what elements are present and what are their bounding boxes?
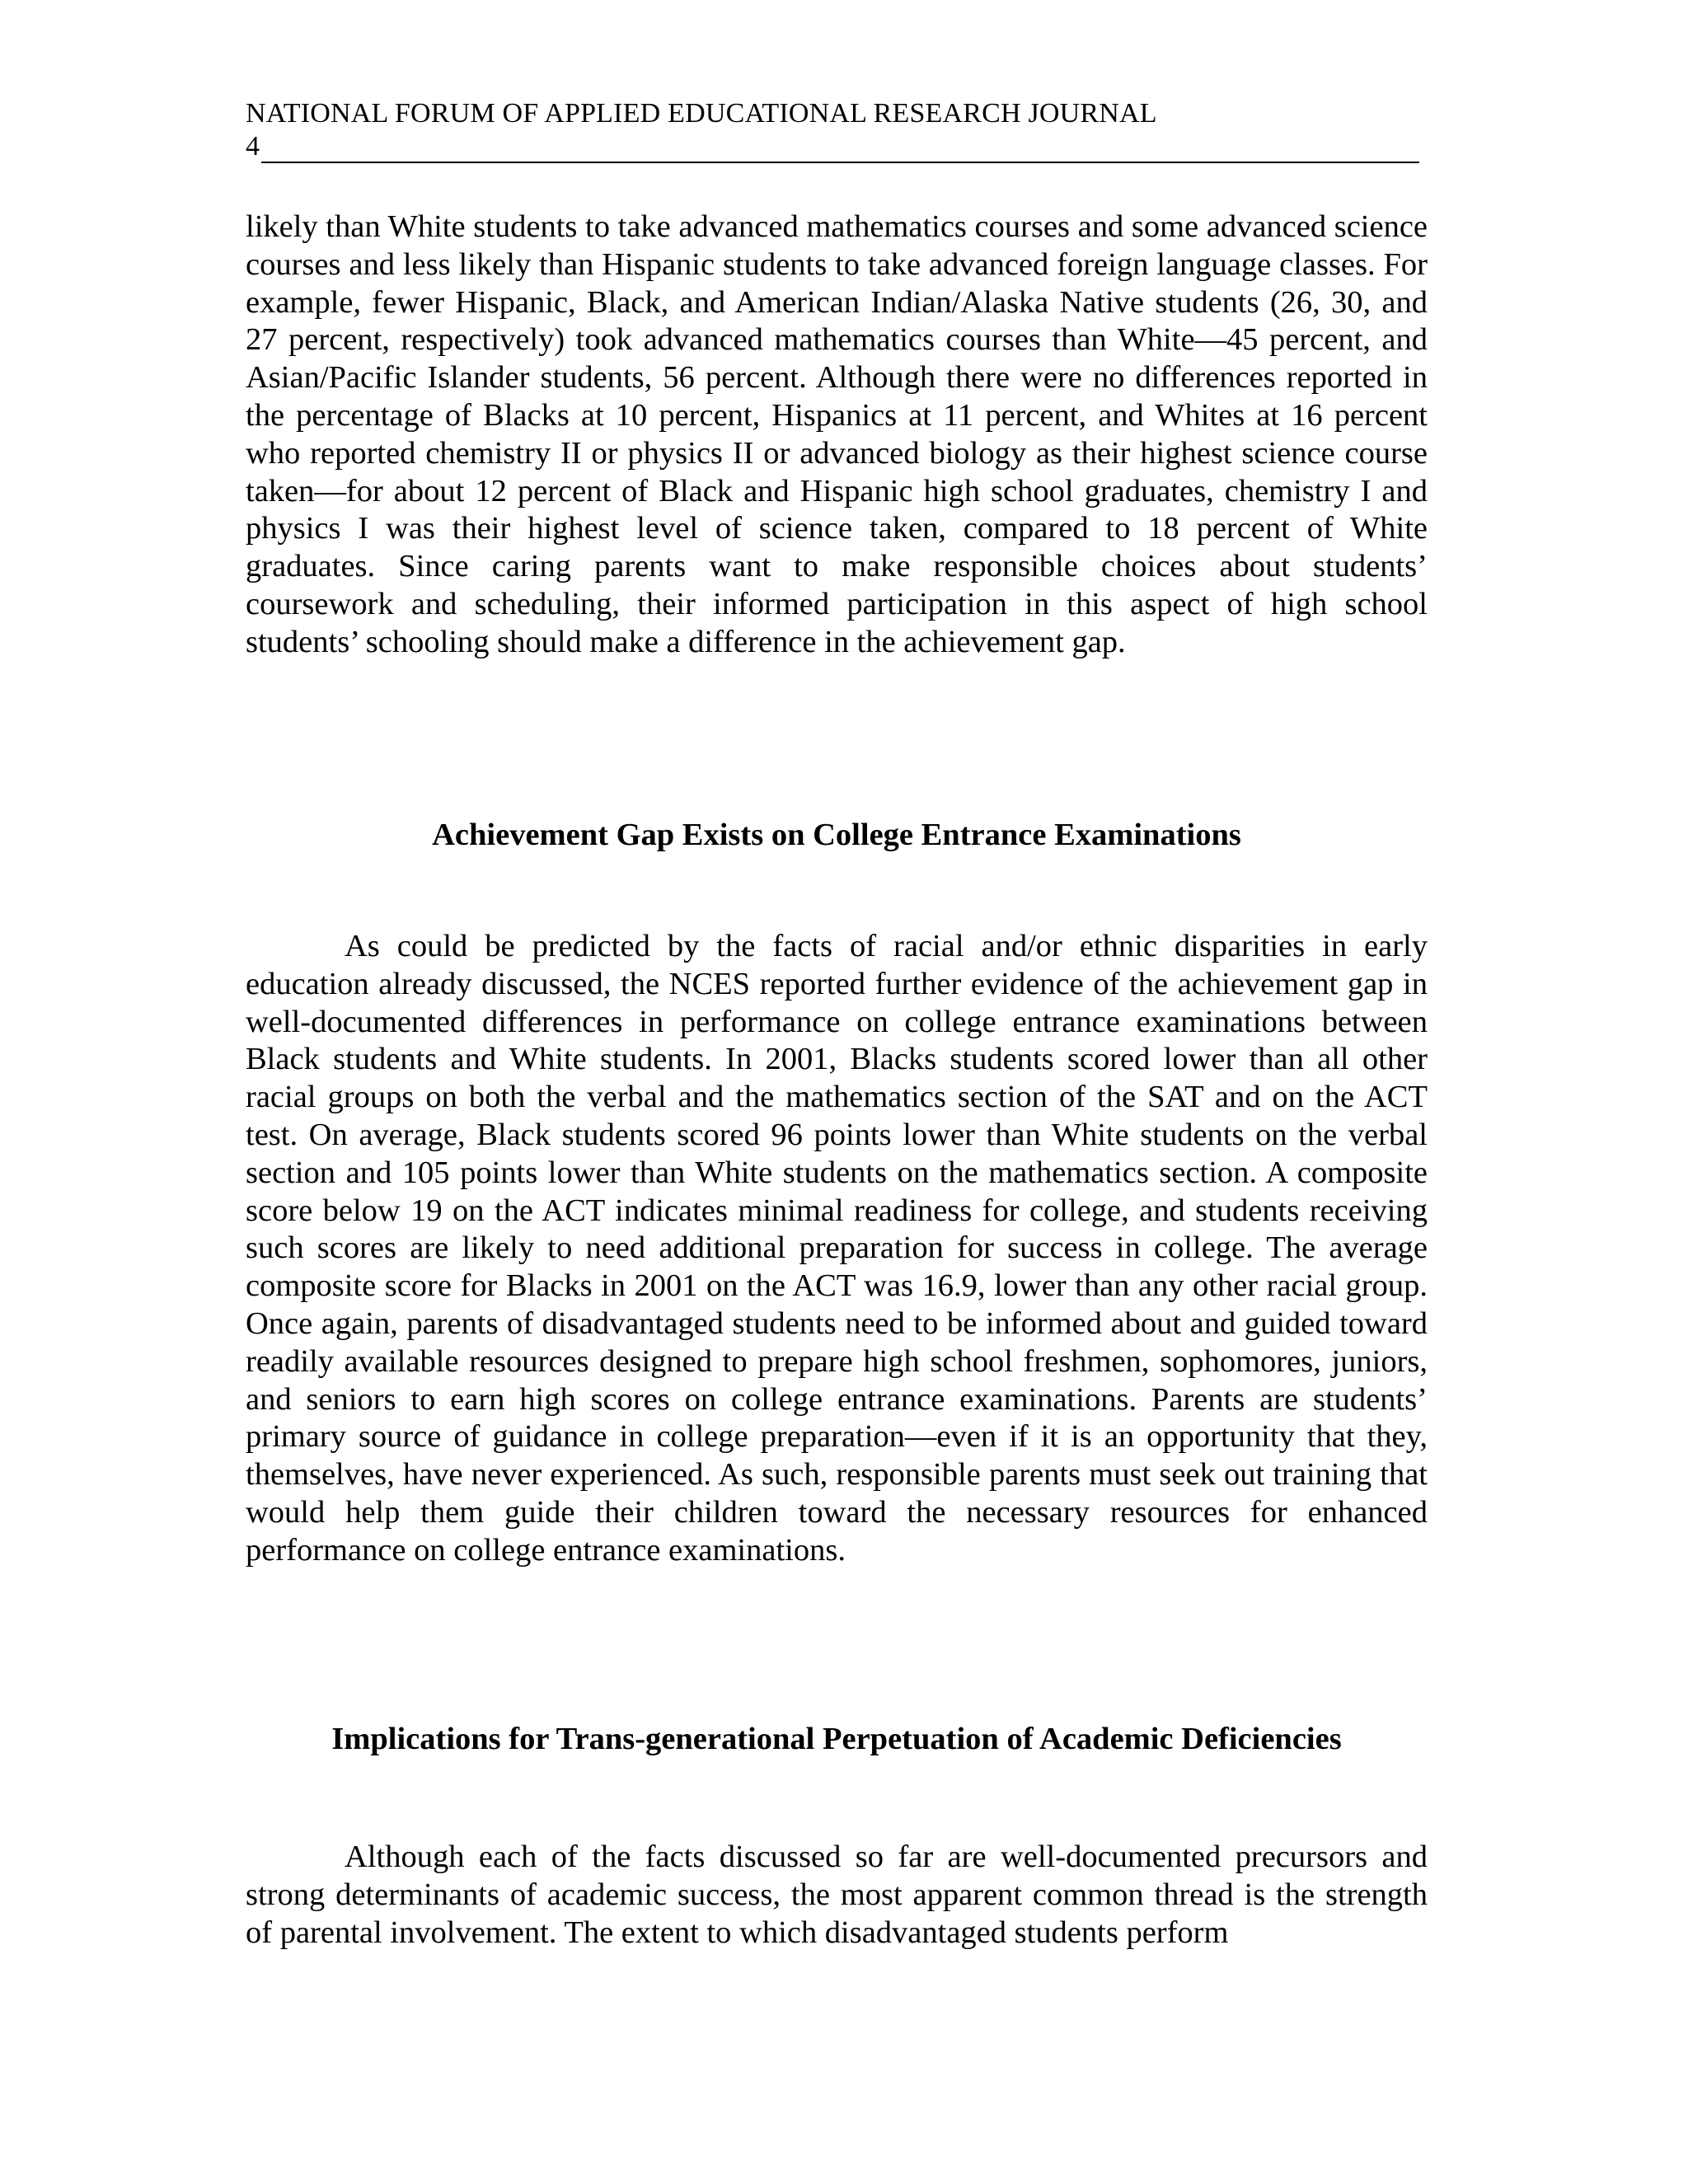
page-number-line — [246, 130, 1419, 163]
running-header — [246, 97, 1419, 163]
page-number: 4 — [246, 131, 260, 162]
section-heading-implications: Implications for Trans-generational Perpetuation of Academic Deficiencies — [331, 1722, 1342, 1756]
implications-paragraph: Although each of the facts discussed so far are well-documented precursors and strong determinants of academic success, the most apparent common thread is the strength of parental involvement. The extent to which disadvantaged students perform — [246, 1840, 1428, 1950]
header-rule — [261, 134, 1419, 163]
journal-title: NATIONAL FORUM OF APPLIED EDUCATIONAL RESEARCH JOURNAL — [246, 98, 1157, 129]
section-heading-college-exams: Achievement Gap Exists on College Entrance Examinations — [432, 818, 1241, 852]
continued-paragraph: likely than White students to take advanced mathematics courses and some advanced science courses and less likely than Hispanic students to take advanced foreign language classes. For example, fewer Hispanic, Black, and American Indian/Alaska Native students (26, 30, and 27 percent, respectively) took advanced mathematics courses than White—45 percent, and Asian/Pacific Islander students, 56 percent. Although there were no differences reported in the percentage of Blacks at 10 percent, Hispanics at 11 percent, and Whites at 16 percent who reported chemistry II or physics II or advanced biology as their highest science course taken—for about 12 percent of Black and Hispanic high school graduates, chemistry I and physics I was their highest level of science taken, compared to 18 percent of White graduates. Since caring parents want to make responsible choices about students’ coursework and scheduling, their informed participation in this aspect of high school students’ schooling should make a difference in the achievement gap. — [246, 209, 1428, 659]
college-exams-paragraph: As could be predicted by the facts of racial and/or ethnic disparities in early education already discussed, the NCES reported further evidence of the achievement gap in well-documented differences in performance on college entrance examinations between Black students and White students. In 2001, Blacks students scored lower than all other racial groups on both the verbal and the mathematics section of the SAT and on the ACT test. On average, Black students scored 96 points lower than White students on the verbal section and 105 points lower than White students on the mathematics section. A composite score below 19 on the ACT indicates minimal readiness for college, and students receiving such scores are likely to need additional preparation for success in college. The average composite score for Blacks in 2001 on the ACT was 16.9, lower than any other racial group. Once again, parents of disadvantaged students need to be informed about and guided toward readily available resources designed to prepare high school freshmen, sophomores, juniors, and seniors to earn high scores on college entrance examinations. Parents are students’ primary source of guidance in college preparation—even if it is an opportunity that they, themselves, have never experienced. As such, responsible parents must seek out training that would help them guide their children toward the necessary resources for enhanced performance on college entrance examinations. — [246, 929, 1428, 1568]
